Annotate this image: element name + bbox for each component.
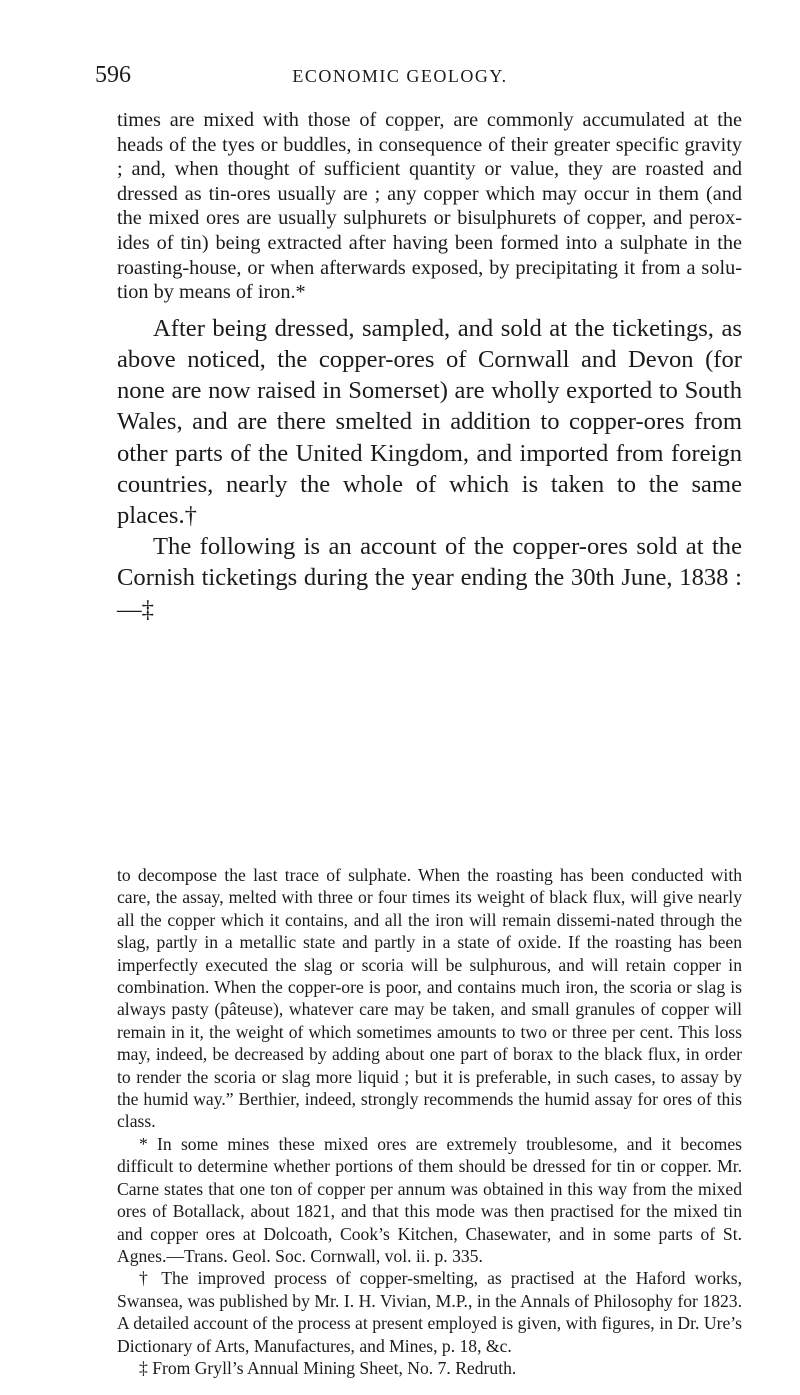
footnote-dagger: † The improved process of copper-smelting, as practised at the Haford works, Swansea, was published by Mr. I. H. Vivian, M.P., in the Annals of Philosophy for 1823. A detailed account of the process at present employed is given, with figures, in Dr. Ure’s Dictionary of Arts, Manufactures, and Mines, p. 18, &c. [117,1268,742,1356]
paragraph-export: After being dressed, sampled, and sold at the ticketings, as above noticed, the copper-ores of Cornwall and Devon (for none are now raised in Somerset) are wholly exported to South Wales, and are there smelted in addition to copper-ores from other parts of the United Kingdom, and imported from foreign countries, nearly the whole of which is taken to the same places.† [117,314,742,529]
main-text [117,108,742,625]
footnote-star: * In some mines these mixed ores are extremely troublesome, and it becomes difficult to determine whether portions of them should be dressed for tin or copper. Mr. Carne states that one ton of copper per annum was obtained in this way from the mixed ores of Botallack, about 1821, and that this mode was then practised for the mixed tin and copper ores at Dolcoath, Cook’s Kitchen, Chasewater, and in some parts of St. Agnes.—Trans. Geol. Soc. Cornwall, vol. ii. p. 335. [117,1133,742,1266]
paragraph-ores-continued: times are mixed with those of copper, are commonly accumulated at the heads of the tyes or buddles, in consequence of their greater specific gravity ; and, when thought of sufficient quantity or value, they are roasted and dressed as tin-ores usually are ; any copper which may occur in them (and the mixed ores are usually sulphurets or bisulphurets of copper, and perox-ides of tin) being extracted after having been formed into a sulphate in the roasting-house, or when afterwards exposed, by precipitating it from a solu-tion by means of iron.* [117,109,742,304]
footnote-double-dagger: ‡ From Gryll’s Annual Mining Sheet, No. 7. Redruth. [139,1357,517,1378]
page-header [95,62,705,92]
page-number: 596 [95,62,131,88]
running-title: ECONOMIC GEOLOGY. [292,66,508,86]
footnotes [117,864,742,1379]
paragraph-account: The following is an account of the copper-ores sold at the Cornish ticketings during the year ending the 30th June, 1838 :—‡ [117,533,742,623]
footnote-continuation: to decompose the last trace of sulphate. When the roasting has been conducted with care, the assay, melted with three or four times its weight of black flux, will give nearly all the copper which it contains, and all the iron will remain dissemi-nated through the slag, partly in a metallic state and partly in a state of oxide. If the roasting has been imperfectly executed the slag or scoria will be sulphurous, and will retain copper in combination. When the copper-ore is poor, and contains much iron, the scoria or slag is always pasty (pâteuse), whatever care may be taken, and small granules of copper will remain in it, the weight of which sometimes amounts to two or three per cent. This loss may, indeed, be decreased by adding about one part of borax to the black flux, in order to render the scoria or slag more liquid ; but it is preferable, in such cases, to assay by the humid way.” Berthier, indeed, strongly recommends the humid assay for ores of this class. [117,865,742,1132]
